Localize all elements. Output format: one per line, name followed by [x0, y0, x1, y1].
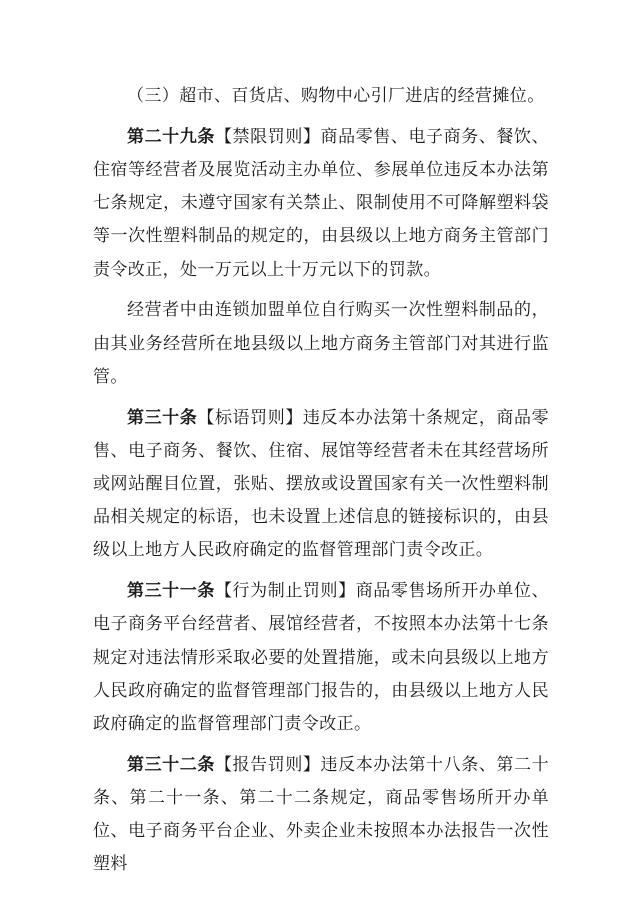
article-title: 第三十一条	[127, 581, 215, 602]
document-body	[93, 80, 549, 882]
paragraph-text: （三）超市、百货店、购物中心引厂进店的经营摊位。	[127, 86, 545, 106]
paragraph-text: 经营者中由连锁加盟单位自行购买一次性塑料制品的，由其业务经营所在地县级以上地方商务主管部门对其进行监管。	[93, 300, 549, 387]
article-title: 第三十二条	[127, 754, 215, 775]
paragraph-franchise-note	[93, 294, 549, 394]
paragraph-text: 【行为制止罚则】商品零售场所开办单位、电子商务平台经营者、展馆经营者，不按照本办法第十七条规定对违法情形采取必要的处置措施，或未向县级以上地方人民政府确定的监督管理部门报告的，由县级以上地方人民政府确定的监督管理部门责令改正。	[93, 581, 550, 735]
paragraph-article-30	[93, 402, 549, 568]
paragraph-item-3	[93, 80, 549, 113]
paragraph-text: 【标语罚则】违反本办法第十条规定，商品零售、电子商务、餐饮、住宿、展馆等经营者未在其经营场所或网站醒目位置，张贴、摆放或设置国家有关一次性塑料制品相关规定的标语，也未设置上述信息的链接标识的，由县级以上地方人民政府确定的监督管理部门责令改正。	[93, 407, 550, 561]
paragraph-article-32	[93, 749, 549, 882]
paragraph-text: 【报告罚则】违反本办法第十八条、第二十条、第二十一条、第二十二条规定，商品零售场所开办单位、电子商务平台企业、外卖企业未按照本办法报告一次性塑料	[93, 754, 550, 875]
article-title: 第三十条	[127, 407, 198, 428]
paragraph-article-29	[93, 121, 549, 287]
paragraph-article-31	[93, 575, 549, 741]
paragraph-text: 【禁限罚则】商品零售、电子商务、餐饮、住宿等经营者及展览活动主办单位、参展单位违反本办法第七条规定，未遵守国家有关禁止、限制使用不可降解塑料袋等一次性塑料制品的规定的，由县级以上地方商务主管部门责令改正，处一万元以上十万元以下的罚款。	[93, 126, 550, 280]
article-title: 第二十九条	[127, 126, 215, 147]
